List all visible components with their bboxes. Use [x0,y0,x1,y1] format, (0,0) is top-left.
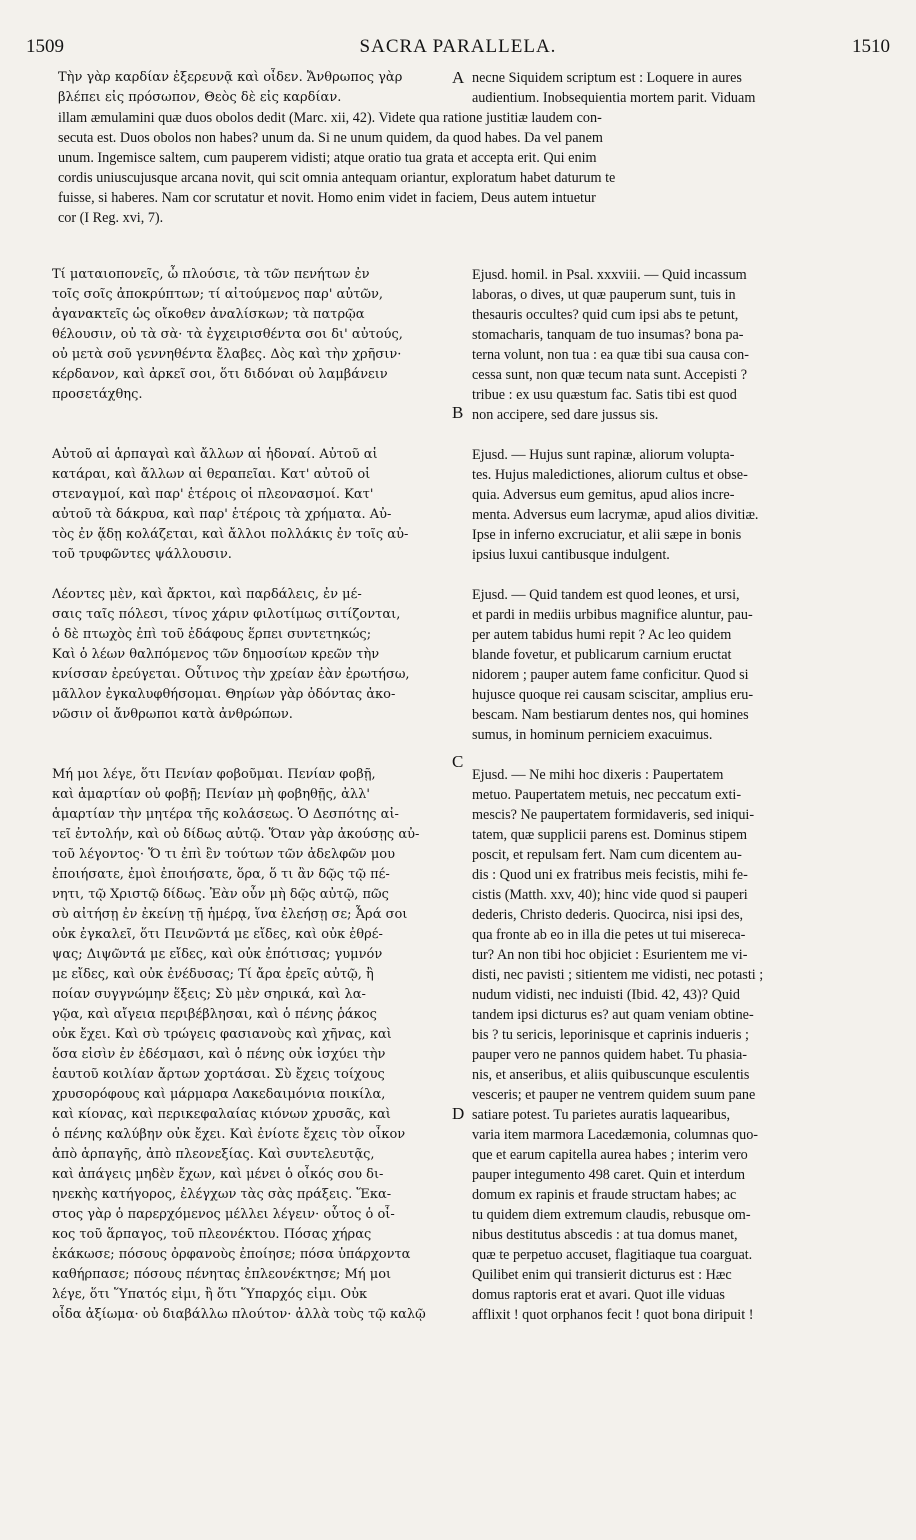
top-greek-text: βλέπει εἰς πρόσωπον, Θεὸς δὲ εἰς καρδίαν. [58,90,342,105]
greek-line: σαις ταῖς πόλεσι, τίνος χάριν φιλοτίμως σιτίζονται, [52,607,401,622]
greek-line: ἐποιήσατε, ἐμοὶ ἐποιήσατε, ὅρα, ὅ τι ἂν δῷς τῷ πέ- [52,867,390,882]
latin-line: qua fronte ab eo in illa die petes ut tui misereca- [472,927,746,943]
top-latin-text: necne Siquidem scriptum est : Loquere in aures [472,70,742,86]
greek-line: τὸς ἐν ᾅδῃ κολάζεται, καὶ ἄλλοι πολλάκις ἐν τοῖς αὐ- [52,527,409,542]
top-split-line [58,88,882,108]
latin-line: non accipere, sed dare jussus sis. [472,407,659,423]
latin-line: bis ? tu sericis, leporinisque et caprinis indueris ; [472,1027,749,1043]
latin-line: cistis (Matth. xxv, 40); hinc vide quod si pauperi [472,887,748,903]
top-text-line: cor (I Reg. xvi, 7). [58,210,164,226]
latin-line: Ejusd. homil. in Psal. xxxviii. — Quid incassum [472,267,747,283]
left-page-number: 1509 [26,36,64,57]
greek-line: χρυσορόφους καὶ μάρμαρα Λακεδαιμόνια ποικίλα, [52,1087,386,1102]
greek-line [52,745,444,765]
latin-line: Ejusd. — Ne mihi hoc dixeris : Paupertatem [472,767,724,783]
greek-line: κνίσσαν ἐρεύγεται. Οὗτινος τὴν χρείαν ἐὰν ἐρωτήσω, [52,667,410,682]
latin-line: nibus destitutus abscedis : at tua domus manet, [472,1227,738,1243]
latin-line: bescam. Nam bestiarum dentes nos, qui homines [472,707,749,723]
latin-line: ipsius luxui cantibusque indulgent. [472,547,670,563]
latin-column [472,265,882,1325]
latin-line: per autem tabidus humi repit ? Ac leo quidem [472,627,732,643]
latin-line: quæ te perpetuo accuset, flagitiaque tua coarguat. [472,1247,753,1263]
latin-line: nidorem ; pauper autem fame conficitur. Quod si [472,667,749,683]
greek-line: καὶ ἀπάγεις μηδὲν ἔχων, καὶ μένει ὁ οἶκός σου δι- [52,1167,384,1182]
latin-line: poscit, et repulsam fert. Nam cum dicentem au- [472,847,742,863]
latin-line: domus raptoris erat et avari. Quot ille viduas [472,1287,725,1303]
latin-line: varia item marmora Lacedæmonia, columnas quo- [472,1127,759,1143]
greek-line: λέγε, ὅτι Ὕπατός εἰμι, ἢ ὅτι Ὕπαρχός εἰμι. Οὐκ [52,1287,368,1302]
greek-line: καὶ κίονας, καὶ περικεφαλαίας κιόνων χρυσᾶς, καὶ [52,1107,391,1122]
latin-line: thesauris occultes? quid cum ipsi abs te petunt, [472,307,739,323]
greek-line: ψας; Διψῶντά με εἴδες, καὶ οὐκ ἐπότισας; γυμνόν [52,947,383,962]
latin-line: quia. Adversus eum gemitus, apud alios incre- [472,487,735,503]
greek-line: ἀγανακτεῖς ὡς οἴκοθεν ἀναλίσκων; τὰ πατρῷα [52,307,365,322]
greek-column [52,265,444,1325]
latin-line: mescis? Ne paupertatem formidaveris, sed iniqui- [472,807,755,823]
greek-line: κέρδανον, καὶ ἀρκεῖ σοι, ὅτι διδόναι οὐ λαμβάνειν [52,367,388,382]
latin-line: nudum vidisti, nec induisti (Ibid. 42, 43)? Quid [472,987,740,1003]
greek-line: καθήρπασε; πόσους πένητας ἐπλεονέκτησε; Μή μοι [52,1267,392,1282]
latin-line [472,425,882,445]
greek-line: τοῦ τρυφῶντες ψάλλουσιν. [52,547,232,562]
greek-line: με εἴδες, καὶ οὐκ ἐνέδυσας; Τί ἄρα ἐρεῖς αὐτῷ, ἢ [52,967,374,982]
margin-letter-d: D [452,1104,465,1123]
top-split-line [58,68,882,88]
latin-line: vesceris; et pauper ne ventrem quidem suum pane [472,1087,756,1103]
greek-line: κος τοῦ ἅρπαγος, τοῦ πλεονέκτου. Πόσας χήρας [52,1227,372,1242]
greek-line: οὐκ ἐγκαλεῖ, ὅτι Πεινῶντά με εἴδες, καὶ οὐκ ἐθρέ- [52,927,383,942]
latin-line [472,745,882,765]
greek-line: Μή μοι λέγε, ὅτι Πενίαν φοβοῦμαι. Πενίαν φοβῇ, [52,767,376,782]
top-text-line: unum. Ingemisce saltem, cum pauperem vidisti; atque oratio tua grata et accepta erit. Qui enim [58,150,597,166]
latin-line: Ipse in inferno excruciatur, et alii sæpe in bonis [472,527,742,543]
top-text-line: illam æmulamini quæ duos obolos dedit (Marc. xii, 42). Videte qua ratione justitiæ laudem con- [58,110,602,126]
latin-line: afflixit ! quot orphanos fecit ! quot bona diripuit ! [472,1307,754,1323]
greek-line: νητι, τῷ Χριστῷ δίδως. Ἐὰν οὖν μὴ δῷς αὐτῷ, πῶς [52,887,389,902]
greek-line: θέλουσιν, οὐ τὰ σὰ· τὰ ἐγχειρισθέντα σοι δι' αὐτούς, [52,327,403,342]
greek-line: Λέοντες μὲν, καὶ ἄρκτοι, καὶ παρδάλεις, ἐν μέ- [52,587,362,602]
greek-line: καὶ ἁμαρτίαν οὐ φοβῇ; Πενίαν μὴ φοβηθῇς, ἀλλ' [52,787,370,802]
greek-line [52,565,444,585]
greek-line: ηνεκὴς κατήγορος, ἐλέγχων τὰς σὰς πράξεις. Ἕκα- [52,1187,392,1202]
latin-line: que et earum capitella aurea habes ; interim vero [472,1147,748,1163]
latin-line: menta. Adversus eum lacrymæ, apud alios divitiæ. [472,507,759,523]
greek-line: ἀπὸ ἁρπαγῆς, ἀπὸ πλεονεξίας. Καὶ συντελευτᾷς, [52,1147,375,1162]
latin-line: stomacharis, tanquam de tuo insumas? bona pa- [472,327,744,343]
greek-line: ὁ δὲ πτωχὸς ἐπὶ τοῦ ἐδάφους ἕρπει συντετηκώς; [52,627,372,642]
greek-line [52,425,444,445]
greek-line: γῷα, καὶ αἴγεια περιβέβλησαι, καὶ ὁ πένης ῥάκος [52,1007,377,1022]
top-text-line: fuisse, si haberes. Nam cor scrutatur et novit. Homo enim videt in faciem, Deus autem intuetur [58,190,596,206]
greek-line: Αὐτοῦ αἱ ἁρπαγαὶ καὶ ἄλλων αἱ ἡδοναί. Αὐτοῦ αἱ [52,447,378,462]
greek-line [52,725,444,745]
latin-line: blande fovetur, et publicarum carnium eructat [472,647,732,663]
latin-line: domum ex rapinis et fraude structam habes; ac [472,1187,737,1203]
latin-line: sumus, in hominum perniciem exacuimus. [472,727,713,743]
margin-letter-c: C [452,752,464,771]
top-text-line: secuta est. Duos obolos non habes? unum da. Si ne unum quidem, da quod habes. Da vel panem [58,130,603,146]
right-page-number: 1510 [852,36,890,57]
greek-line: στεναγμοί, καὶ παρ' ἑτέροις οἱ πλεονασμοί. Κατ' [52,487,374,502]
latin-line: Ejusd. — Quid tandem est quod leones, et ursi, [472,587,740,603]
latin-line: tes. Hujus maledictiones, aliorum cultus et obse- [472,467,748,483]
top-latin-text: audientium. Inobsequientia mortem parit. Viduam [472,90,756,106]
greek-line: ὅσα εἰσὶν ἐν ἐδέσμασι, καὶ ὁ πένης οὐκ ἰσχύει τὴν [52,1047,386,1062]
greek-line: οὐκ ἔχει. Καὶ σὺ τρώγεις φασιανοὺς καὶ χῆνας, καὶ [52,1027,392,1042]
margin-letter-a: A [452,68,465,87]
latin-line: tur? An non tibi hoc objiciet : Esurientem me vi- [472,947,748,963]
page-header [26,36,890,62]
greek-line: στος γὰρ ὁ παρερχόμενος μέλλει λέγειν· οὗτος ὁ οἶ- [52,1207,395,1222]
greek-line: μᾶλλον ἐγκαλυφθήσομαι. Θηρίων γὰρ ὀδόντας ἀκο- [52,687,396,702]
greek-line: κατάραι, καὶ ἄλλων αἱ θεραπεῖαι. Κατ' αὐτοῦ οἱ [52,467,371,482]
greek-line: ποίαν συγγνώμην ἕξεις; Σὺ μὲν σηρικά, καὶ λα- [52,987,366,1002]
greek-line: Καὶ ὁ λέων θαλπόμενος τῶν δημοσίων κρεῶν τὴν [52,647,380,662]
latin-line: tatem, quæ supplicii parens est. Dominus stipem [472,827,748,843]
top-paragraph [58,68,882,228]
greek-line: προσετάχθης. [52,387,143,402]
margin-letter-b: B [452,403,464,422]
latin-line: satiare potest. Tu parietes auratis laquearibus, [472,1107,731,1123]
latin-line: tandem ipsi dicturus es? aut quam veniam obtine- [472,1007,754,1023]
latin-line: dis : Quod uni ex fratribus meis fecistis, mihi fe- [472,867,748,883]
latin-line: tu quidem diem extremum claudis, rebusque om- [472,1207,751,1223]
top-greek-text: Τὴν γὰρ καρδίαν ἐξερευνᾷ καὶ οἶδεν. Ἄνθρωπος γὰρ [58,70,403,85]
greek-line: τεῖ ἐντολήν, καὶ οὐ δίδως αὐτῷ. Ὅταν γὰρ ἀκούσῃς αὐ- [52,827,420,842]
running-title: SACRA PARALLELA. [359,36,557,57]
greek-line [52,405,444,425]
latin-line: dederis, Christo dederis. Quocirca, nisi ipsi des, [472,907,744,923]
greek-line: τοῦ λέγοντος· Ὅ τι ἐπὶ ἓν τούτων τῶν ἀδελφῶν μου [52,847,396,862]
greek-line: οἶδα ἀξίωμα· οὐ διαβάλλω πλούτον· ἀλλὰ τοὺς τῷ καλῷ [52,1307,426,1322]
greek-line: Τί ματαιοπονεῖς, ὦ πλούσιε, τὰ τῶν πενήτων ἐν [52,267,370,282]
latin-line: laboras, o dives, ut quæ pauperum sunt, tuis in [472,287,736,303]
greek-line: ἐκάκωσε; πόσους ὀρφανοὺς ἐποίησε; πόσα ὑπάρχοντα [52,1247,411,1262]
latin-line: cessa sunt, non quæ tecum nata sunt. Accepisti ? [472,367,748,383]
greek-line: τοῖς σοῖς ἀποκρύπτων; τί αἰτούμενος παρ' αὐτῶν, [52,287,384,302]
greek-line: ἑαυτοῦ κοιλίαν ἄρτων χορτάσαι. Σὺ ἔχεις τοίχους [52,1067,385,1082]
latin-line: pauper vero ne pannos quidem habet. Tu phasia- [472,1047,748,1063]
latin-line: pauper integumento 498 caret. Quin et interdum [472,1167,746,1183]
greek-line: ἁμαρτίαν τὴν μητέρα τῆς κολάσεως. Ὁ Δεσπότης αἰ- [52,807,399,822]
latin-line: et pardi in mediis urbibus magnifice aluntur, pau- [472,607,753,623]
greek-line: ὁ πένης καλύβην οὐκ ἔχει. Καὶ ἐνίοτε ἔχεις τὸν οἶκον [52,1127,406,1142]
latin-line: Ejusd. — Hujus sunt rapinæ, aliorum volupta- [472,447,735,463]
latin-line: tribue : ex usu quæstum fac. Satis tibi est quod [472,387,737,403]
latin-line: disti, nec pavisti ; sitientem me vidisti, nec potasti ; [472,967,764,983]
greek-line: αὐτοῦ τὰ δάκρυα, καὶ παρ' ἑτέροις τὰ χρήματα. Αὐ- [52,507,392,522]
latin-line: metuo. Paupertatem metuis, nec peccatum exti- [472,787,742,803]
latin-line: Quilibet enim qui transierit dicturus est : Hæc [472,1267,732,1283]
greek-line: σὺ αἰτήσῃ ἐν ἐκείνῃ τῇ ἡμέρᾳ, ἵνα ἐλεήσῃ σε; Ἆρά σοι [52,907,408,922]
greek-line: οὐ μετὰ σοῦ γεννηθέντα ἔλαβες. Δὸς καὶ τὴν χρῆσιν· [52,347,402,362]
latin-line [472,565,882,585]
latin-line: hujusce quoque rei causam sciscitar, amplius eru- [472,687,754,703]
top-text-line: cordis uniuscujusque arcana novit, qui scit omnia antequam oriantur, exploratum habet daturum te [58,170,616,186]
greek-line: νῶσιν οἱ ἄνθρωποι κατὰ ἀνθρώπων. [52,707,293,722]
latin-line: terna volunt, non tua : ea quæ tibi sua causa con- [472,347,749,363]
latin-line: nis, et anseribus, et aliis quibuscunque esculentis [472,1067,750,1083]
